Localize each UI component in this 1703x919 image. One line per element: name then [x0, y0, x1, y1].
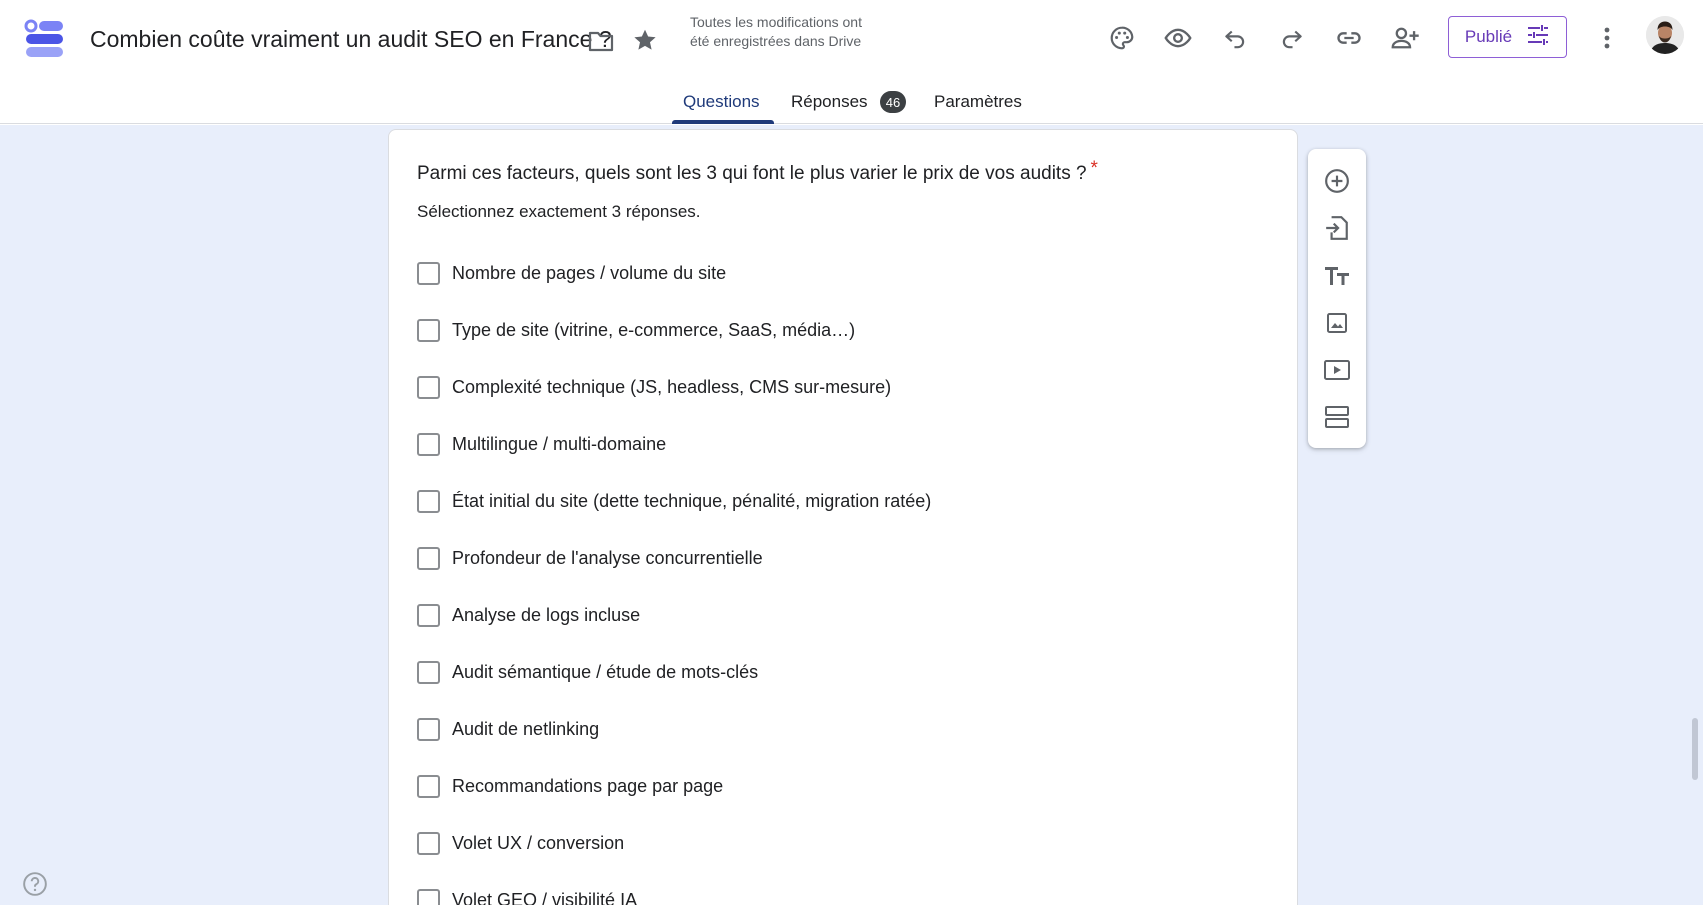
option-row[interactable] — [417, 659, 758, 685]
option-label: Multilingue / multi-domaine — [452, 433, 667, 454]
question-title[interactable] — [417, 158, 1098, 185]
option-checkbox[interactable] — [417, 661, 440, 684]
section-icon[interactable] — [1321, 401, 1353, 433]
top-bar — [0, 0, 1703, 76]
option-label: Volet GEO / visibilité IA — [452, 889, 638, 905]
tab-questions[interactable]: Questions — [683, 92, 760, 111]
option-row[interactable] — [417, 317, 855, 343]
option-row[interactable] — [417, 374, 891, 400]
publish-label: Publié — [1464, 27, 1513, 46]
option-checkbox[interactable] — [417, 832, 440, 855]
option-checkbox[interactable] — [417, 490, 440, 513]
question-title-text: Parmi ces facteurs, quels sont les 3 qui font le plus varier le prix de vos audits ? — [417, 163, 1087, 184]
option-checkbox[interactable] — [417, 775, 440, 798]
option-checkbox[interactable] — [417, 718, 440, 741]
option-row[interactable] — [417, 830, 624, 856]
title-icon[interactable] — [1321, 259, 1353, 291]
scrollbar-thumb[interactable] — [1692, 718, 1698, 780]
redo-icon[interactable] — [1274, 20, 1310, 56]
responses-count-badge: 46 — [880, 91, 906, 113]
option-label: Profondeur de l'analyse concurrentielle — [452, 547, 763, 568]
question-description[interactable]: Sélectionnez exactement 3 réponses. — [417, 202, 701, 221]
option-label: Nombre de pages / volume du site — [452, 262, 727, 283]
tab-bar — [0, 76, 1703, 124]
option-row[interactable] — [417, 716, 599, 742]
bottom-strip — [0, 905, 1703, 919]
option-label: Analyse de logs incluse — [452, 604, 641, 625]
folder-icon[interactable] — [586, 26, 616, 56]
option-row[interactable] — [417, 260, 726, 286]
help-icon[interactable] — [22, 871, 48, 897]
option-checkbox[interactable] — [417, 604, 440, 627]
option-row[interactable] — [417, 431, 666, 457]
publish-button[interactable] — [1448, 16, 1567, 58]
avatar[interactable] — [1646, 16, 1684, 54]
option-label: Volet UX / conversion — [452, 832, 625, 853]
link-icon[interactable] — [1331, 20, 1367, 56]
tune-icon — [1526, 24, 1550, 51]
document-title[interactable]: Combien coûte vraiment un audit SEO en France ? — [90, 26, 612, 52]
option-label: Complexité technique (JS, headless, CMS sur-mesure) — [452, 376, 892, 397]
option-label: Type de site (vitrine, e-commerce, SaaS, média…) — [452, 319, 856, 340]
image-icon[interactable] — [1321, 307, 1353, 339]
form-editor-area — [0, 125, 1703, 905]
save-status: Toutes les modifications ont été enregistrées dans Drive — [690, 14, 862, 49]
option-label: Audit sémantique / étude de mots-clés — [452, 661, 759, 682]
add-question-icon[interactable] — [1321, 165, 1353, 197]
star-icon[interactable] — [630, 25, 660, 55]
more-vert-icon[interactable] — [1594, 20, 1620, 56]
forms-logo-icon[interactable] — [22, 17, 66, 61]
option-checkbox[interactable] — [417, 319, 440, 342]
import-questions-icon[interactable] — [1321, 212, 1353, 244]
option-checkbox[interactable] — [417, 262, 440, 285]
option-row[interactable] — [417, 602, 640, 628]
option-label: État initial du site (dette technique, pénalité, migration ratée) — [452, 490, 932, 511]
question-card[interactable] — [388, 129, 1298, 905]
option-label: Recommandations page par page — [452, 775, 724, 796]
eye-icon[interactable] — [1160, 20, 1196, 56]
add-collaborator-icon[interactable] — [1388, 20, 1424, 56]
option-checkbox[interactable] — [417, 376, 440, 399]
option-checkbox[interactable] — [417, 889, 440, 906]
option-row[interactable] — [417, 488, 931, 514]
option-checkbox[interactable] — [417, 547, 440, 570]
option-row[interactable] — [417, 773, 723, 799]
palette-icon[interactable] — [1104, 20, 1140, 56]
option-checkbox[interactable] — [417, 433, 440, 456]
undo-icon[interactable] — [1217, 20, 1253, 56]
required-asterisk: * — [1090, 158, 1098, 179]
option-row[interactable] — [417, 545, 763, 571]
tab-active-indicator — [672, 120, 774, 124]
tab-responses[interactable]: Réponses — [791, 92, 868, 111]
tab-settings[interactable]: Paramètres — [934, 92, 1022, 111]
floating-toolbar — [1308, 149, 1366, 448]
video-icon[interactable] — [1321, 354, 1353, 386]
option-row[interactable] — [417, 887, 637, 905]
option-label: Audit de netlinking — [452, 718, 600, 739]
